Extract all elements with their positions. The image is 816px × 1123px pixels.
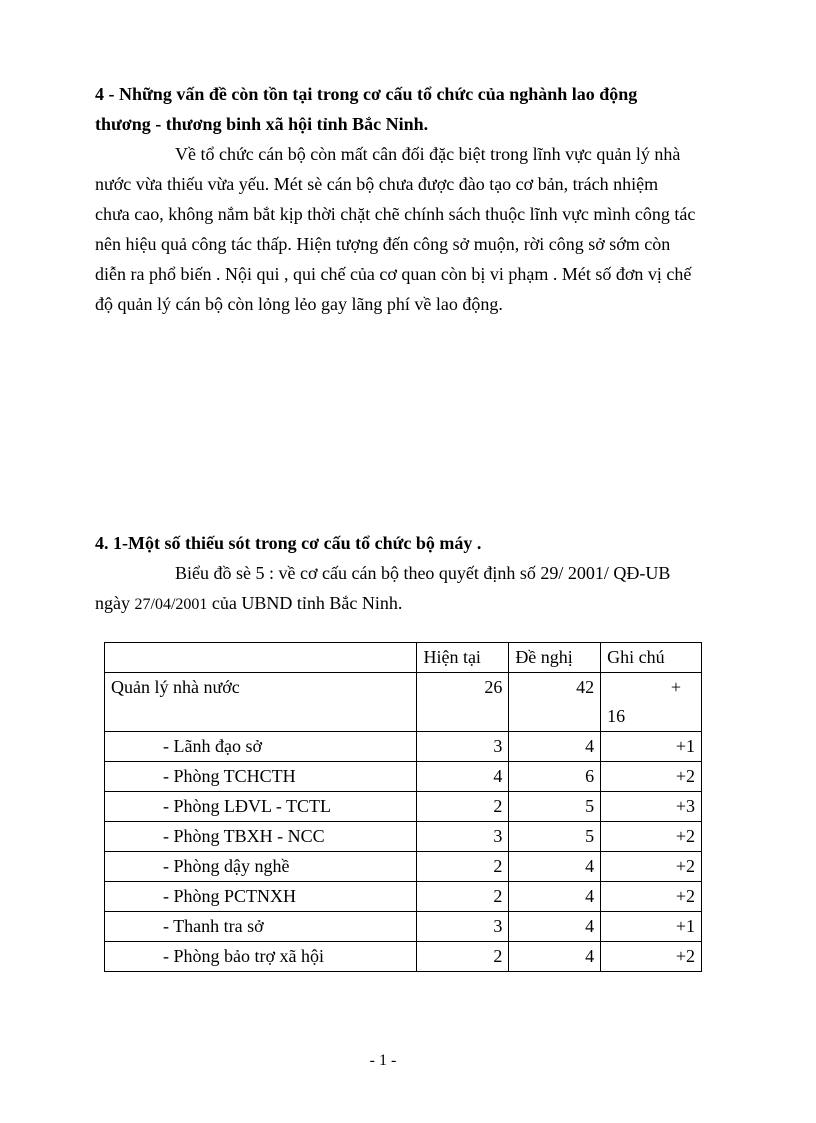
paragraph-line: độ quản lý cán bộ còn lỏng lẻo gay lãng phí về lao động. (95, 294, 503, 314)
caption-prefix: ngày (95, 593, 130, 613)
row-current: 2 (417, 852, 509, 882)
header-proposed: Đề nghị (509, 643, 601, 673)
section-4-heading-line-1: 4 - Những vấn đề còn tồn tại trong cơ cấu tổ chức của nghành lao động (95, 84, 638, 104)
row-name: - Thanh tra sở (105, 912, 417, 942)
caption-line-1: Biểu đồ sè 5 : về cơ cấu cán bộ theo quyết định số 29/ 2001/ QĐ-UB (175, 563, 671, 583)
section-4-heading (95, 79, 735, 139)
caption-line-2 (95, 588, 723, 620)
header-note: Ghi chú (601, 643, 702, 673)
table-row (105, 762, 702, 792)
row-proposed: 4 (509, 912, 601, 942)
caption-suffix: của UBND tỉnh Bắc Ninh. (211, 593, 403, 613)
caption-date: 27/04/2001 (134, 596, 208, 613)
paragraph-line: chưa cao, không nắm bắt kịp thời chặt chẽ chính sách thuộc lĩnh vực mình công tác (95, 204, 696, 224)
row-note: +2 (601, 822, 702, 852)
row-name: - Phòng LĐVL - TCTL (105, 792, 417, 822)
row-note (601, 673, 702, 732)
table-row (105, 882, 702, 912)
table-row (105, 822, 702, 852)
row-proposed: 42 (509, 673, 601, 732)
row-name: - Phòng TCHCTH (105, 762, 417, 792)
row-current: 3 (417, 912, 509, 942)
section-4-paragraph (95, 139, 723, 319)
row-proposed: 4 (509, 942, 601, 972)
row-current: 2 (417, 792, 509, 822)
row-name: - Phòng TBXH - NCC (105, 822, 417, 852)
section-4-heading-line-2: thương - thương binh xã hội tỉnh Bắc Ninh. (95, 114, 429, 134)
table-row (105, 792, 702, 822)
row-note-part-2: 16 (607, 706, 626, 726)
page-number: - 1 - (369, 1052, 397, 1069)
row-current: 3 (417, 822, 509, 852)
paragraph-line: nước vừa thiếu vừa yếu. Mét sè cán bộ chưa được đào tạo cơ bản, trách nhiệm (95, 174, 659, 194)
staff-structure-table (104, 642, 702, 972)
row-proposed: 5 (509, 822, 601, 852)
row-note: +2 (601, 942, 702, 972)
row-note: +2 (601, 852, 702, 882)
table-row (105, 912, 702, 942)
row-proposed: 4 (509, 732, 601, 762)
section-4-1-heading: 4. 1-Một số thiếu sót trong cơ cấu tổ chức bộ máy . (95, 533, 482, 553)
table-row (105, 732, 702, 762)
row-current: 26 (417, 673, 509, 732)
row-note: +1 (601, 732, 702, 762)
table-row-state-management (105, 673, 702, 732)
row-note-part-1: + (670, 677, 681, 697)
row-name: - Lãnh đạo sở (105, 732, 417, 762)
row-proposed: 6 (509, 762, 601, 792)
row-note: +1 (601, 912, 702, 942)
row-current: 2 (417, 942, 509, 972)
row-note: +3 (601, 792, 702, 822)
row-proposed: 4 (509, 852, 601, 882)
row-name: - Phòng dậy nghề (105, 852, 417, 882)
row-proposed: 4 (509, 882, 601, 912)
table-row (105, 942, 702, 972)
row-note: +2 (601, 882, 702, 912)
row-name: - Phòng bảo trợ xã hội (105, 942, 417, 972)
paragraph-line: Về tổ chức cán bộ còn mất cân đối đặc biệt trong lĩnh vực quản lý nhà (175, 144, 681, 164)
row-current: 4 (417, 762, 509, 792)
row-proposed: 5 (509, 792, 601, 822)
row-name: Quản lý nhà nước (105, 673, 417, 732)
row-current: 2 (417, 882, 509, 912)
header-current: Hiện tại (417, 643, 509, 673)
table-caption (95, 558, 723, 620)
row-name: - Phòng PCTNXH (105, 882, 417, 912)
table-row (105, 852, 702, 882)
row-current: 3 (417, 732, 509, 762)
paragraph-line: diễn ra phổ biến . Nội qui , qui chế của cơ quan còn bị vi phạm . Mét số đơn vị chế (95, 264, 692, 284)
table-header-row (105, 643, 702, 673)
row-note: +2 (601, 762, 702, 792)
header-empty (105, 643, 417, 673)
paragraph-line: nên hiệu quả công tác thấp. Hiện tượng đến công sở muộn, rời công sở sớm còn (95, 234, 671, 254)
